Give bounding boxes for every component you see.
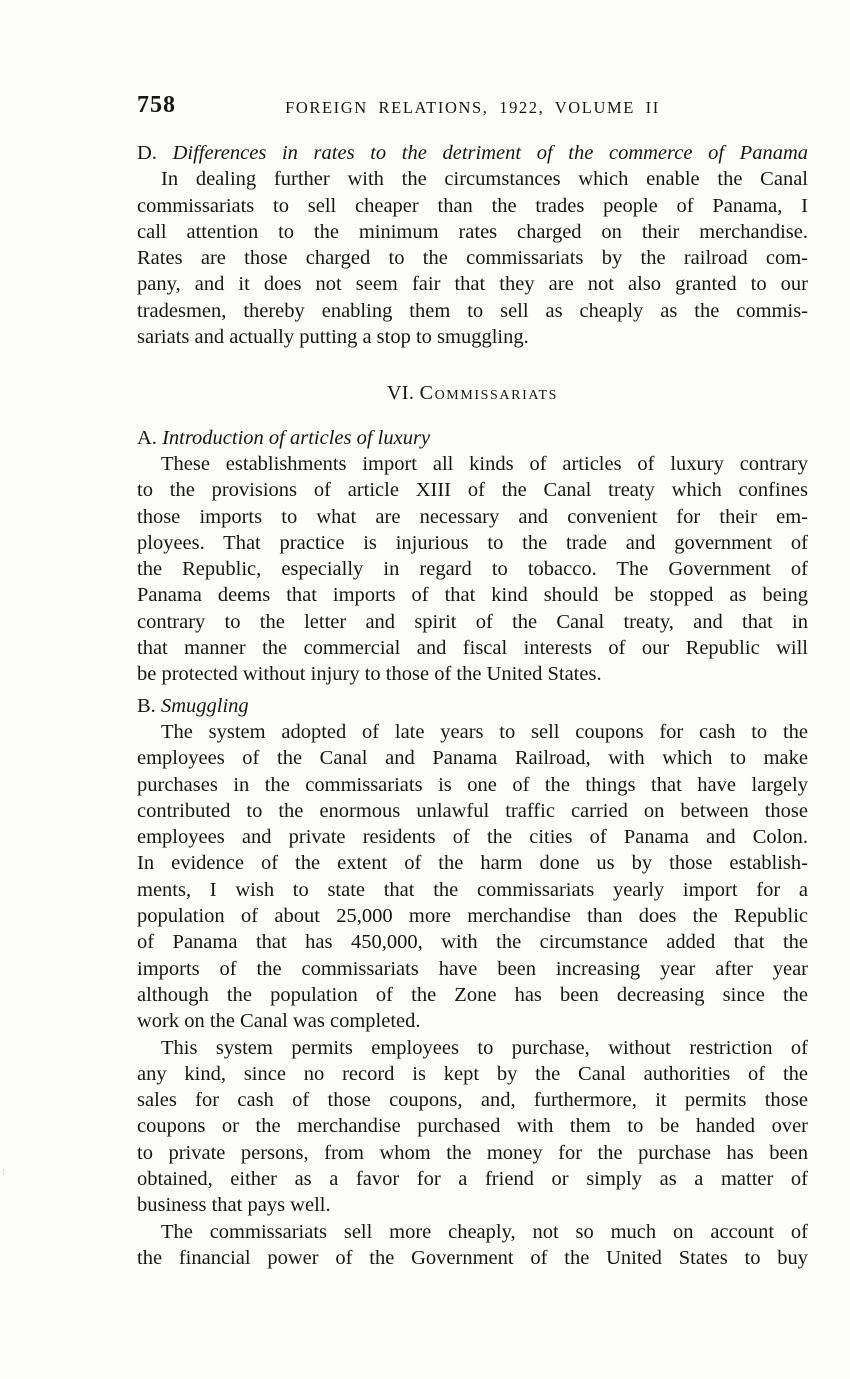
text-line: pany, and it does not seem fair that they are not also granted to our — [137, 273, 808, 296]
section-d-heading-label: D. — [137, 142, 157, 164]
text-line: This system permits employees to purchase, without restriction of — [161, 1036, 808, 1059]
text-line: business that pays well. — [137, 1194, 331, 1217]
text-line: employees and private residents of the cities of Panama and Colon. — [137, 826, 808, 849]
paragraph-sell-cheaply — [137, 1219, 808, 1272]
page-number: 758 — [137, 92, 176, 118]
text-line: The system adopted of late years to sell coupons for cash to the — [161, 720, 808, 743]
text-line: sales for cash of those coupons, and, furthermore, it permits those — [137, 1089, 808, 1112]
text-line: ments, I wish to state that the commissariats yearly import for a — [137, 878, 808, 901]
section-d-heading-text: Differences in rates to the detriment of the commerce of Panama — [172, 142, 809, 164]
text-line: the financial power of the Government of the United States to buy — [137, 1246, 808, 1269]
text-line: imports of the commissariats have been increasing year after year — [137, 957, 808, 980]
running-title: FOREIGN RELATIONS, 1922, VOLUME II — [285, 98, 660, 117]
text-line: The commissariats sell more cheaply, not so much on account of — [161, 1220, 808, 1243]
text-line: employees of the Canal and Panama Railroad, with which to make — [137, 747, 808, 770]
section-b-heading-text: Smuggling — [160, 694, 249, 717]
text-line: In dealing further with the circumstances which enable the Canal — [161, 168, 808, 191]
text-line: Panama deems that imports of that kind should be stopped as being — [137, 584, 808, 607]
page-header — [137, 92, 808, 123]
text-line: coupons or the merchandise purchased with them to be handed over — [137, 1115, 808, 1138]
paragraph-luxury — [137, 451, 808, 688]
text-line: In evidence of the extent of the harm done us by those establish- — [137, 852, 808, 875]
text-line: of Panama that has 450,000, with the circumstance added that the — [137, 931, 808, 954]
text-line: obtained, either as a favor for a friend or simply as a matter of — [137, 1167, 808, 1190]
text-line: ployees. That practice is injurious to the trade and government of — [137, 531, 808, 554]
text-line: to the provisions of article XIII of the Canal treaty which confines — [137, 479, 808, 502]
commissariats-heading — [137, 380, 808, 406]
section-d-heading — [137, 140, 808, 166]
commissariats-heading-numeral: VI. — [386, 382, 415, 405]
text-line: call attention to the minimum rates charged on their merchandise. — [137, 220, 808, 243]
text-line: tradesmen, thereby enabling them to sell as cheaply as the commis- — [137, 299, 808, 322]
text-line: to private persons, from whom the money for the purchase has been — [137, 1141, 808, 1164]
section-a-heading — [137, 425, 808, 451]
text-line: purchases in the commissariats is one of the things that have largely — [137, 773, 808, 796]
text-line: commissariats to sell cheaper than the trades people of Panama, I — [137, 194, 808, 217]
text-line: be protected without injury to those of the United States. — [137, 663, 602, 686]
scan-artifact-mark: : — [2, 1165, 6, 1177]
paragraph-rates — [137, 166, 808, 350]
commissariats-heading-title: Commissariats — [419, 382, 559, 405]
text-line: although the population of the Zone has been decreasing since the — [137, 983, 808, 1006]
text-line: any kind, since no record is kept by the Canal authorities of the — [137, 1062, 808, 1085]
section-a-heading-text: Introduction of articles of luxury — [162, 426, 431, 449]
paragraph-no-record — [137, 1035, 808, 1219]
paragraph-coupons — [137, 719, 808, 1035]
text-line: These establishments import all kinds of articles of luxury contrary — [161, 452, 808, 475]
text-line: population of about 25,000 more merchandise than does the Republic — [137, 905, 808, 928]
text-line: contributed to the enormous unlawful traffic carried on between those — [137, 799, 808, 822]
text-line: work on the Canal was completed. — [137, 1010, 421, 1033]
section-a-heading-label: A. — [137, 426, 157, 449]
text-line: sariats and actually putting a stop to smuggling. — [137, 326, 529, 349]
document-body — [137, 140, 808, 1271]
text-line: contrary to the letter and spirit of the Canal treaty, and that in — [137, 610, 808, 633]
text-line: those imports to what are necessary and convenient for their em- — [137, 505, 808, 528]
section-b-heading-label: B. — [137, 694, 156, 717]
text-line: Rates are those charged to the commissariats by the railroad com- — [137, 247, 808, 270]
text-line: that manner the commercial and fiscal interests of our Republic will — [137, 637, 808, 660]
section-b-heading — [137, 693, 808, 719]
text-line: the Republic, especially in regard to tobacco. The Government of — [137, 558, 808, 581]
